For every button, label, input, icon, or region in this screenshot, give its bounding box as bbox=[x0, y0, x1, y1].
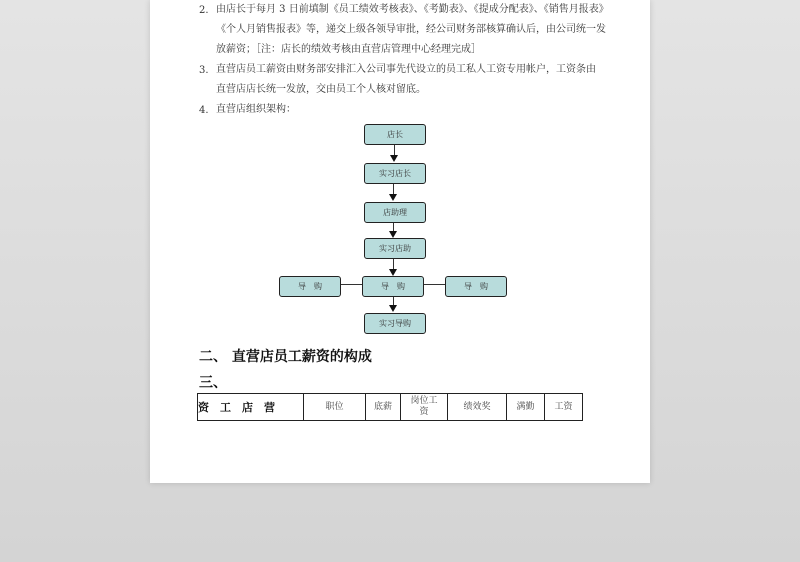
item-number: 2. bbox=[199, 5, 209, 16]
paragraph-line: 《个人月销售报表》等，递交上级各领导审批，经公司财务部核算确认后，由公司统一发 bbox=[216, 24, 606, 35]
paragraph-line: 直营店员工薪资由财务部安排汇入公司事先代设立的员工私人工资专用帐户，工资条由 bbox=[216, 64, 596, 75]
org-node-manager: 店长 bbox=[364, 124, 426, 145]
org-node-guide-left: 导 购 bbox=[279, 276, 341, 297]
table-header-cell: 满勤 bbox=[507, 394, 545, 421]
arrow-down-icon bbox=[389, 305, 397, 312]
table-header-cell: 工资 bbox=[545, 394, 583, 421]
section-heading: 三、 bbox=[199, 375, 227, 391]
paragraph-line: 直营店店长统一发放，交由员工个人核对留底。 bbox=[216, 84, 426, 95]
org-node-trainee-assistant: 实习店助 bbox=[364, 238, 426, 259]
item-number: 4. bbox=[199, 105, 209, 116]
arrow-down-icon bbox=[389, 194, 397, 201]
table-header-cell: 岗位工资 bbox=[401, 394, 448, 421]
org-node-trainee-guide: 实习导购 bbox=[364, 313, 426, 334]
org-node-guide-center: 导 购 bbox=[362, 276, 424, 297]
section-heading: 二、 直营店员工薪资的构成 bbox=[199, 349, 372, 365]
paragraph-line: 由店长于每月 3 日前填制《员工绩效考核表》、《考勤表》、《提成分配表》、《销售月报表》 bbox=[216, 4, 609, 15]
table-header-cell: 绩效奖 bbox=[448, 394, 507, 421]
table-header-row bbox=[198, 394, 583, 421]
arrow-down-icon bbox=[389, 231, 397, 238]
item-number: 3. bbox=[199, 65, 209, 76]
connector bbox=[340, 284, 362, 285]
paragraph-line: 放薪资；［注：店长的绩效考核由直营店管理中心经理完成］ bbox=[216, 44, 481, 55]
table-header-cell: 底薪 bbox=[366, 394, 401, 421]
arrow-down-icon bbox=[390, 155, 398, 162]
org-node-assistant: 店助理 bbox=[364, 202, 426, 223]
org-node-trainee-manager: 实习店长 bbox=[364, 163, 426, 184]
connector bbox=[423, 284, 445, 285]
org-node-guide-right: 导 购 bbox=[445, 276, 507, 297]
paragraph-line: 直营店组织架构： bbox=[216, 104, 296, 115]
salary-table bbox=[197, 393, 583, 421]
table-header-cell: 职位 bbox=[304, 394, 366, 421]
arrow-down-icon bbox=[389, 269, 397, 276]
table-header-cell: 资 工 店 营 bbox=[198, 394, 304, 421]
